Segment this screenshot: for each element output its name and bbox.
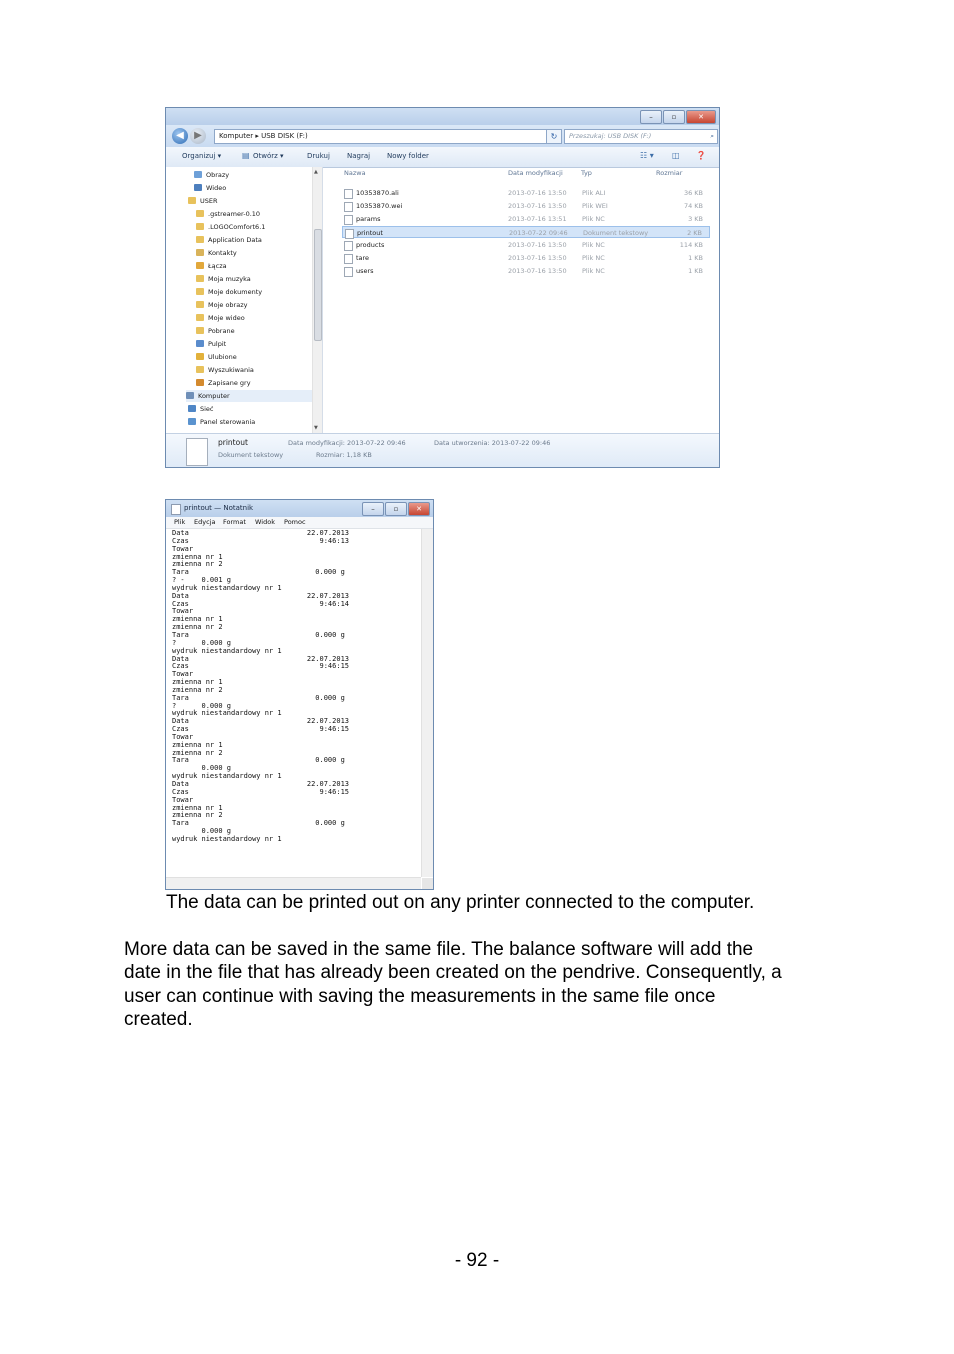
folder-icon (196, 223, 204, 230)
figure-caption: The data can be printed out on any printer connected to the computer. (166, 892, 755, 913)
column-header-type[interactable]: Typ (581, 169, 592, 177)
pictures-icon (196, 301, 204, 308)
nav-item-panel-sterowania[interactable]: Panel sterowania (188, 416, 255, 428)
notepad-icon (171, 504, 181, 515)
music-icon (196, 275, 204, 282)
desktop-icon (196, 340, 204, 347)
video-icon (196, 314, 204, 321)
file-icon (344, 202, 353, 212)
links-icon (196, 262, 204, 269)
file-icon (344, 241, 353, 251)
pictures-icon (194, 171, 202, 178)
menu-format[interactable]: Format (223, 518, 246, 526)
nav-item-kontakty[interactable]: Kontakty (196, 247, 237, 259)
computer-icon (186, 392, 194, 399)
nav-scrollbar[interactable] (312, 167, 322, 433)
print-button[interactable]: Drukuj (307, 152, 330, 160)
nav-item-wyszukiwania[interactable]: Wyszukiwania (196, 364, 254, 376)
help-icon[interactable]: ❓ (696, 151, 706, 160)
file-row-selected[interactable]: printout 2013-07-22 09:46 Dokument tekstowy 2 KB (342, 226, 710, 238)
search-placeholder: Przeszukaj: USB DISK (F:) (569, 132, 652, 140)
menu-widok[interactable]: Widok (255, 518, 275, 526)
nav-item-ulubione[interactable]: Ulubione (196, 351, 237, 363)
file-icon (344, 215, 353, 225)
column-header-size[interactable]: Rozmiar (656, 169, 683, 177)
menu-pomoc[interactable]: Pomoc (284, 518, 306, 526)
search-icon: ⌕ (710, 132, 714, 140)
new-folder-button[interactable]: Nowy folder (387, 152, 429, 160)
burn-button[interactable]: Nagraj (347, 152, 371, 160)
maximize-icon[interactable]: ▫ (385, 502, 407, 516)
nav-item-siec[interactable]: Sieć (188, 403, 214, 415)
nav-item-application-data[interactable]: Application Data (196, 234, 262, 246)
scroll-down-icon[interactable]: ▼ (314, 425, 318, 431)
minimize-icon[interactable]: – (640, 110, 662, 124)
page-number: - 92 - (454, 1250, 500, 1271)
control-panel-icon (188, 418, 196, 425)
menu-edycja[interactable]: Edycja (194, 518, 216, 526)
column-header-name[interactable]: Nazwa (344, 169, 366, 177)
details-file-name: printout (218, 438, 248, 447)
file-row[interactable]: users 2013-07-16 13:50 Plik NC 1 KB (342, 265, 710, 277)
file-row[interactable]: tare 2013-07-16 13:50 Plik NC 1 KB (342, 252, 710, 264)
nav-item-user[interactable]: USER (188, 195, 218, 207)
maximize-icon[interactable]: ▫ (663, 110, 685, 124)
download-icon (196, 327, 204, 334)
notepad-content[interactable]: Data 22.07.2013 Czas 9:46:13 Towar zmienna nr 1 zmienna nr 2 Tara 0.000 g ? - 0.001 g wydruk niestandardowy nr 1 Data 22.07.2013 Czas 9:46:14 Towar zmienna nr 1 zmienna nr 2 Tara 0.000 g ? 0.000 g wydruk niestandardowy nr 1 Data 22.07.2013 Czas 9:46:15 Towar zmienna nr 1 zmienna nr 2 Tara 0.000 g ? 0.000 g wydruk niestandardowy nr 1 Data 22.07.2013 Czas 9:46:15 Towar zmienna nr 1 zmienna nr 2 Tara 0.000 g 0.000 g wydruk niestandardowy nr 1 Data 22.07.2013 Czas 9:46:15 Towar zmienna nr 1 zmienna nr 2 Tara 0.000 g 0.000 g wydruk niestandardowy nr 1 (172, 529, 350, 843)
paragraph-line: More data can be saved in the same file. The balance software will add the (124, 939, 754, 960)
paragraph-line: created. (124, 1008, 193, 1030)
nav-item-moje-obrazy[interactable]: Moje obrazy (196, 299, 247, 311)
network-icon (188, 405, 196, 412)
text-document-icon (186, 438, 208, 466)
nav-item-pulpit[interactable]: Pulpit (196, 338, 226, 350)
file-row[interactable]: products 2013-07-16 13:50 Plik NC 114 KB (342, 239, 710, 251)
nav-item-lacza[interactable]: Łącza (196, 260, 227, 272)
views-icon[interactable]: ☷ ▾ (640, 151, 654, 160)
nav-item-moja-muzyka[interactable]: Moja muzyka (196, 273, 251, 285)
games-icon (196, 379, 204, 386)
file-icon (344, 267, 353, 277)
file-list (323, 167, 719, 433)
resize-grip[interactable] (422, 878, 433, 889)
preview-pane-icon[interactable]: ◫ (672, 151, 680, 160)
search-folder-icon (196, 366, 204, 373)
favorites-icon (196, 353, 204, 360)
text-file-icon (345, 229, 354, 239)
details-modified: Data modyfikacji: 2013-07-22 09:46 (288, 439, 406, 447)
file-icon (344, 254, 353, 264)
nav-item-obrazy[interactable]: Obrazy (194, 169, 229, 181)
address-path[interactable]: Komputer ▸ USB DISK (F:) (214, 129, 548, 144)
open-icon: ▤ (242, 151, 250, 160)
video-icon (194, 184, 202, 191)
details-file-type: Dokument tekstowy (218, 451, 284, 459)
notepad-horizontal-scrollbar[interactable] (166, 877, 421, 889)
details-created: Data utworzenia: 2013-07-22 09:46 (434, 439, 551, 447)
explorer-titlebar (166, 108, 719, 125)
paragraph-line: date in the file that has already been created on the pendrive. Consequently, a (124, 962, 782, 984)
explorer-screenshot (165, 107, 720, 468)
folder-icon (188, 197, 196, 204)
nav-item-gstreamer[interactable]: .gstreamer-0.10 (196, 208, 260, 220)
file-row[interactable]: 10353870.wei 2013-07-16 13:50 Plik WEI 74 KB (342, 200, 710, 212)
notepad-screenshot (165, 499, 434, 890)
file-row[interactable]: params 2013-07-16 13:51 Plik NC 3 KB (342, 213, 710, 225)
minimize-icon[interactable]: – (362, 502, 384, 516)
nav-item-zapisane-gry[interactable]: Zapisane gry (196, 377, 251, 389)
contacts-icon (196, 249, 204, 256)
refresh-icon[interactable]: ↻ (546, 129, 562, 144)
notepad-menubar (166, 517, 433, 529)
nav-item-komputer[interactable]: Komputer (186, 390, 312, 402)
menu-plik[interactable]: Plik (174, 518, 186, 526)
back-icon[interactable]: ◀ (172, 128, 188, 144)
file-icon (344, 189, 353, 199)
scroll-thumb[interactable] (314, 229, 322, 341)
search-input[interactable] (564, 129, 718, 144)
navigation-pane (166, 167, 323, 433)
column-header-date[interactable]: Data modyfikacji (508, 169, 563, 177)
forward-icon[interactable]: ▶ (190, 128, 206, 144)
documents-icon (196, 288, 204, 295)
file-row[interactable]: 10353870.ali 2013-07-16 13:50 Plik ALI 36 KB (342, 187, 710, 199)
nav-item-logocomfort[interactable]: .LOGOComfort6.1 (196, 221, 265, 233)
nav-item-wideo[interactable]: Wideo (194, 182, 226, 194)
nav-item-pobrane[interactable]: Pobrane (196, 325, 235, 337)
scroll-up-icon[interactable]: ▲ (314, 169, 318, 175)
nav-item-moje-dokumenty[interactable]: Moje dokumenty (196, 286, 262, 298)
address-bar (166, 125, 719, 147)
organize-button[interactable]: Organizuj ▾ (182, 152, 222, 160)
notepad-vertical-scrollbar[interactable] (421, 529, 433, 877)
notepad-titlebar (166, 500, 433, 517)
command-bar (166, 147, 719, 168)
body-paragraph (124, 938, 849, 1031)
nav-item-moje-wideo[interactable]: Moje wideo (196, 312, 245, 324)
details-pane (166, 433, 719, 468)
folder-icon (196, 236, 204, 243)
paragraph-line: user can continue with saving the measurements in the same file once (124, 985, 716, 1007)
notepad-title: printout — Notatnik (184, 504, 254, 512)
close-icon[interactable]: ✕ (408, 502, 430, 516)
details-size: Rozmiar: 1,18 KB (316, 451, 372, 459)
folder-icon (196, 210, 204, 217)
explorer-body (166, 167, 719, 433)
close-icon[interactable]: ✕ (686, 110, 716, 124)
open-button[interactable]: Otwórz ▾ (253, 152, 284, 160)
